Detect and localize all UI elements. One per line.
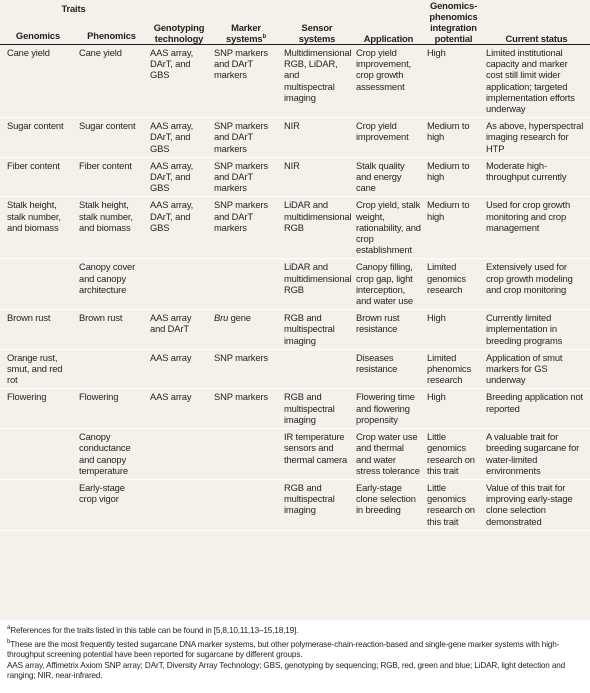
cell-phenomics: Fiber content bbox=[79, 159, 132, 171]
gene-symbol: Bru bbox=[214, 312, 229, 324]
cell-genomics bbox=[0, 479, 76, 530]
cell-genomics: Sugar content bbox=[7, 120, 64, 132]
cell-genomics: Flowering bbox=[7, 391, 47, 403]
cell-integration: Limited phenomics research bbox=[427, 351, 471, 386]
cell-genotyping: AAS array bbox=[150, 391, 192, 403]
cell-marker bbox=[211, 429, 281, 480]
header-row-group bbox=[0, 0, 590, 14]
table-row bbox=[0, 157, 590, 197]
abbreviations-note: AAS array, Affimetrix Axiom SNP array; DArT, Diversity Array Technology; GBS, genotyping by sequencing; RGB, red, green and blue; LiDAR, light detection and ranging; NIR, near-infrared. bbox=[7, 660, 566, 681]
table-body bbox=[0, 45, 590, 531]
cell-phenomics bbox=[76, 349, 147, 389]
table-row bbox=[0, 118, 590, 158]
cell-status: Extensively used for crop growth modeling and crop monitoring bbox=[486, 261, 573, 295]
cell-marker bbox=[211, 259, 281, 310]
cell-integration: High bbox=[427, 47, 446, 58]
cell-phenomics: Stalk height, stalk number, and biomass bbox=[79, 199, 133, 233]
cell-marker bbox=[211, 479, 281, 530]
cell-application: Stalk quality and energy cane bbox=[356, 159, 405, 194]
footnote-a-marker: a bbox=[7, 625, 11, 631]
cell-sensor: NIR bbox=[284, 159, 300, 171]
footnote-b bbox=[7, 640, 590, 661]
header-genotyping: Genotyping technology bbox=[153, 22, 205, 44]
header-integration: Genomics-phenomics integration potential bbox=[429, 0, 478, 44]
cell-genomics: Stalk height, stalk number, and biomass bbox=[7, 199, 61, 233]
header-marker-label: Marker systems bbox=[226, 22, 263, 44]
cell-marker: SNP markers and DArT markers bbox=[214, 120, 268, 154]
table-row bbox=[0, 259, 590, 310]
header-status: Current status bbox=[505, 33, 568, 44]
cell-application: Flowering time and flowering propensity bbox=[356, 391, 415, 425]
header-marker-footnote: b bbox=[262, 34, 266, 40]
cell-genotyping bbox=[147, 429, 211, 480]
footnote-b-text: These are the most frequently tested sugarcane DNA marker systems, but other polymerase-chain-reaction-based and single-gene marker systems with high-throughput screening potential have been reported for sugarcane by different groups. bbox=[7, 639, 560, 660]
cell-application: Crop yield improvement, crop growth assessment bbox=[356, 47, 411, 92]
cell-status: Limited institutional capacity and marker cost still limit wider application; targeted implementation efforts underway bbox=[486, 47, 575, 115]
cell-status: As above, hyperspectral imaging research for HTP bbox=[486, 120, 584, 154]
cell-status: Used for crop growth monitoring and crop management bbox=[486, 199, 571, 233]
header-sensor: Sensor systems bbox=[298, 22, 336, 44]
cell-sensor: IR temperature sensors and thermal camera bbox=[284, 431, 348, 465]
cell-status: Application of smut markers for GS underway bbox=[486, 351, 563, 386]
cell-sensor: LiDAR and multidimensional RGB bbox=[284, 261, 352, 295]
cell-application: Diseases resistance bbox=[356, 351, 398, 375]
header-traits: Traits bbox=[61, 3, 86, 14]
cell-genomics: Brown rust bbox=[7, 312, 51, 324]
cell-marker: SNP markers bbox=[214, 351, 268, 363]
cell-genomics bbox=[0, 259, 76, 310]
cell-status: Moderate high-throughput currently bbox=[486, 159, 567, 183]
header-application: Application bbox=[363, 33, 414, 44]
cell-integration: Little genomics research on this trait bbox=[427, 481, 475, 527]
cell-phenomics: Canopy cover and canopy architecture bbox=[79, 261, 136, 295]
cell-status: Currently limited implementation in breeding programs bbox=[486, 312, 563, 346]
cell-genotyping bbox=[147, 259, 211, 310]
header-genomics: Genomics bbox=[15, 30, 61, 41]
cell-genotyping: AAS array, DArT, and GBS bbox=[150, 159, 194, 194]
cell-application: Crop yield, stalk weight, rationability, and crop establishment bbox=[356, 199, 421, 256]
table-row bbox=[0, 310, 590, 350]
cell-application: Crop water use and thermal and water stress tolerance bbox=[356, 431, 420, 476]
cell-integration: High bbox=[427, 312, 446, 324]
cell-phenomics: Sugar content bbox=[79, 120, 136, 132]
cell-genotyping: AAS array bbox=[150, 351, 192, 363]
cell-sensor: RGB and multispectral imaging bbox=[284, 312, 335, 346]
cell-phenomics: Brown rust bbox=[79, 312, 123, 324]
cell-genotyping: AAS array, DArT, and GBS bbox=[150, 120, 194, 154]
cell-integration: Medium to high bbox=[427, 159, 470, 183]
table-row bbox=[0, 197, 590, 259]
cell-application: Crop yield improvement bbox=[356, 120, 409, 143]
cell-sensor: NIR bbox=[284, 120, 300, 132]
cell-phenomics: Flowering bbox=[79, 391, 119, 403]
cell-phenomics: Canopy conductance and canopy temperature bbox=[79, 431, 131, 476]
cell-genomics: Cane yield bbox=[7, 47, 50, 58]
cell-marker: SNP markers bbox=[214, 391, 268, 403]
header-marker bbox=[211, 0, 281, 45]
cell-genotyping: AAS array, DArT, and GBS bbox=[150, 199, 194, 233]
footnote-b-marker: b bbox=[7, 638, 11, 645]
table-row bbox=[0, 45, 590, 118]
footnote-a bbox=[7, 626, 590, 637]
cell-genomics bbox=[0, 429, 76, 480]
cell-marker: SNP markers and DArT markers bbox=[214, 47, 268, 81]
cell-marker: SNP markers and DArT markers bbox=[214, 199, 268, 233]
cell-sensor: Multidimensional RGB, LiDAR, and multispectral imaging bbox=[284, 47, 352, 103]
table-row bbox=[0, 429, 590, 480]
footnotes bbox=[0, 621, 590, 682]
cell-integration: High bbox=[427, 391, 446, 403]
cell-marker: SNP markers and DArT markers bbox=[214, 159, 268, 194]
table-row bbox=[0, 389, 590, 429]
cell-integration: Medium to high bbox=[427, 120, 470, 143]
cell-phenomics: Early-stage crop vigor bbox=[79, 481, 125, 505]
cell-integration: Limited genomics research bbox=[427, 261, 466, 295]
cell-integration: Medium to high bbox=[427, 199, 470, 222]
cell-phenomics: Cane yield bbox=[79, 47, 122, 58]
cell-sensor: RGB and multispectral imaging bbox=[284, 391, 335, 425]
cell-sensor: RGB and multispectral imaging bbox=[284, 481, 335, 516]
cell-genotyping bbox=[147, 479, 211, 530]
cell-integration: Little genomics research on this trait bbox=[427, 431, 475, 476]
cell-genotyping: AAS array, DArT, and GBS bbox=[150, 47, 194, 81]
cell-status: A valuable trait for breeding sugarcane for water-limited environments bbox=[486, 431, 580, 476]
header-phenomics: Phenomics bbox=[87, 30, 136, 41]
cell-genotyping: AAS array and DArT bbox=[150, 312, 192, 335]
footnote-a-text: References for the traits listed in this table can be found in [5,8,10,11,13–15,18,19]. bbox=[10, 626, 299, 635]
cell-genomics: Orange rust, smut, and red rot bbox=[7, 351, 63, 386]
cell-status: Breeding application not reported bbox=[486, 391, 583, 414]
table-row bbox=[0, 349, 590, 389]
cell-application: Canopy filling, crop gap, light interception, and water use bbox=[356, 261, 413, 307]
cell-sensor bbox=[281, 349, 353, 389]
cell-application: Brown rust resistance bbox=[356, 312, 400, 335]
cell-genomics: Fiber content bbox=[7, 159, 60, 171]
cell-status: Value of this trait for improving early-stage clone selection demonstrated bbox=[486, 481, 573, 527]
table-row bbox=[0, 479, 590, 530]
cell-application: Early-stage clone selection in breeding bbox=[356, 481, 416, 516]
cell-marker: Bru gene bbox=[214, 312, 251, 324]
cell-sensor: LiDAR and multidimensional RGB bbox=[284, 199, 352, 233]
